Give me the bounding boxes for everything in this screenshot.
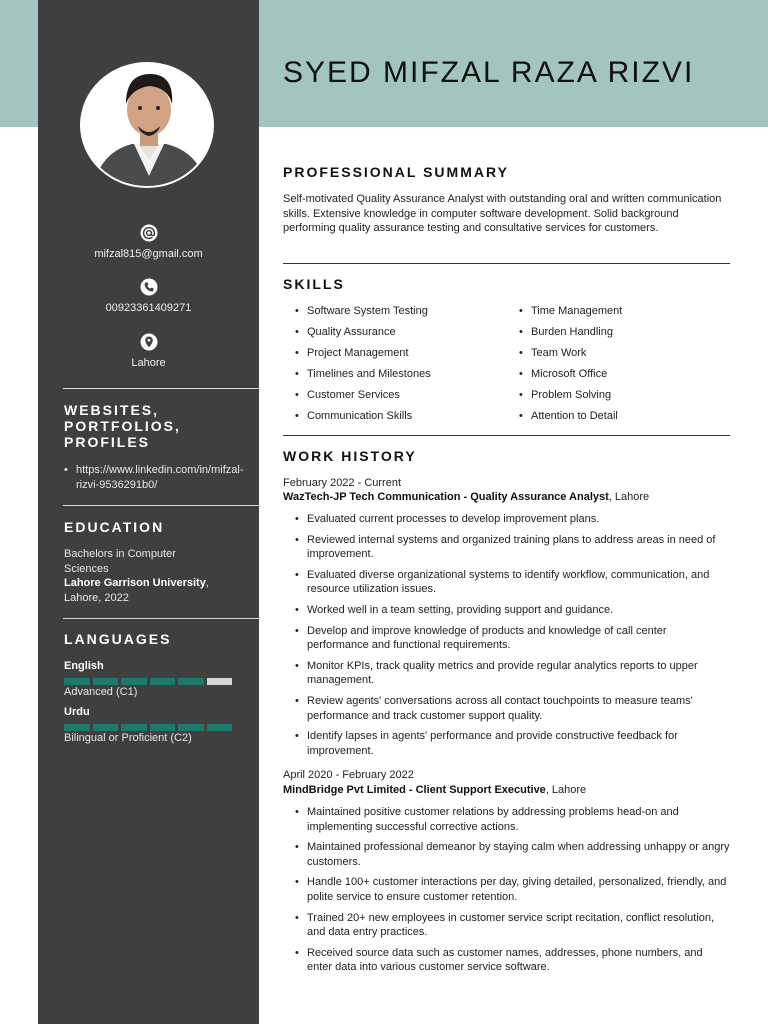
summary-heading: PROFESSIONAL SUMMARY [283, 164, 509, 180]
language-level-bar [64, 724, 232, 731]
job-bullets [283, 512, 730, 764]
skills-list-right [507, 304, 727, 430]
skill-item: • Team Work [507, 346, 727, 367]
education-location-year: , Lahore, 2022 [64, 577, 209, 604]
level-segment [93, 724, 119, 731]
job-bullet: • Handle 100+ customer interactions per day, giving detailed, personalized, friendly, and polite service to ensure customer retention. [283, 875, 730, 904]
at-sign-icon [140, 224, 158, 242]
skill-item: • Timelines and Milestones [283, 367, 503, 388]
languages-heading: LANGUAGES [64, 631, 172, 647]
job-bullet: • Identify lapses in agents' performance and provide constructive feedback for improvement. [283, 729, 730, 758]
language-level-bar [64, 678, 232, 685]
skill-item: • Microsoft Office [507, 367, 727, 388]
skill-item: • Quality Assurance [283, 325, 503, 346]
skill-item: • Problem Solving [507, 388, 727, 409]
job-title-line [283, 491, 649, 503]
websites-heading: WEBSITES, PORTFOLIOS, PROFILES [64, 402, 181, 450]
location-text: Lahore [131, 357, 166, 369]
level-segment [64, 724, 90, 731]
job-bullet: • Evaluated diverse organizational systems to identify workflow, communication, and resource utilization issues. [283, 568, 730, 597]
education-school: Lahore Garrison University [64, 577, 206, 589]
divider [63, 505, 259, 506]
sidebar [38, 0, 259, 1024]
job-bullet: • Reviewed internal systems and organized training plans to address areas in need of improvement. [283, 533, 730, 562]
job-location: , Lahore [608, 491, 650, 503]
level-segment [178, 678, 204, 685]
language-level: Bilingual or Proficient (C2) [64, 732, 192, 744]
skill-item: • Communication Skills [283, 409, 503, 430]
language-name: Urdu [64, 706, 90, 718]
job-bullet: • Develop and improve knowledge of products and knowledge of call center performance and functional requirements. [283, 624, 730, 653]
linkedin-link[interactable]: • https://www.linkedin.com/in/mifzal-rizvi-9536291b0/ [64, 463, 244, 493]
skill-item: • Project Management [283, 346, 503, 367]
skill-item: • Burden Handling [507, 325, 727, 346]
language-name: English [64, 660, 104, 672]
job-dates: April 2020 - February 2022 [283, 769, 414, 781]
skill-item: • Customer Services [283, 388, 503, 409]
education-heading: EDUCATION [64, 519, 165, 535]
profile-photo [80, 62, 214, 188]
level-segment [64, 678, 90, 685]
job-bullet: • Evaluated current processes to develop improvement plans. [283, 512, 730, 527]
work-history-heading: WORK HISTORY [283, 448, 417, 464]
divider [63, 388, 259, 389]
job-bullet: • Monitor KPIs, track quality metrics and provide regular analytics reports to upper management. [283, 659, 730, 688]
level-segment [121, 724, 147, 731]
email-text[interactable]: mifzal815@gmail.com [94, 248, 203, 260]
phone-text[interactable]: 00923361409271 [105, 302, 192, 314]
level-segment [207, 724, 233, 731]
job-bullet: • Review agents' conversations across all contact touchpoints to measure teams' performance and track customer support quality. [283, 694, 730, 723]
job-title: MindBridge Pvt Limited - Client Support Executive [283, 784, 546, 796]
level-segment [178, 724, 204, 731]
skill-item: • Software System Testing [283, 304, 503, 325]
job-bullet: • Worked well in a team setting, providing support and guidance. [283, 603, 730, 618]
candidate-name: SYED MIFZAL RAZA RIZVI [283, 56, 695, 89]
job-title: WazTech-JP Tech Communication - Quality Assurance Analyst [283, 491, 609, 503]
level-segment-empty [207, 678, 233, 685]
language-level: Advanced (C1) [64, 686, 138, 698]
job-location: , Lahore [545, 784, 587, 796]
education-degree: Bachelors in Computer Sciences [64, 548, 176, 575]
contact-location [38, 333, 259, 369]
summary-text: Self-motivated Quality Assurance Analyst with outstanding oral and written communication skills. Extensive knowledge in computer software development. Solid background performing quality assurance testing and consultative services for customers. [283, 193, 722, 235]
level-segment [121, 678, 147, 685]
skill-item: • Attention to Detail [507, 409, 727, 430]
job-bullet: • Maintained professional demeanor by staying calm when addressing unhappy or angry customers. [283, 840, 730, 869]
contact-phone [38, 278, 259, 314]
divider [283, 263, 730, 264]
divider [63, 618, 259, 619]
education-school-line [64, 576, 234, 605]
location-pin-icon [140, 333, 158, 351]
job-bullet: • Trained 20+ new employees in customer service script recitation, conflict resolution, and data entry practices. [283, 911, 730, 940]
level-segment [150, 724, 176, 731]
job-bullets [283, 805, 730, 981]
divider [283, 435, 730, 436]
phone-icon [140, 278, 158, 296]
job-bullet: • Maintained positive customer relations by addressing problems head-on and implementing successful corrective actions. [283, 805, 730, 834]
level-segment [150, 678, 176, 685]
contact-email [38, 224, 259, 260]
skill-item: • Time Management [507, 304, 727, 325]
profile-photo-image [82, 64, 214, 188]
job-bullet: • Received source data such as customer names, addresses, phone numbers, and enter data into various customer service software. [283, 946, 730, 975]
level-segment [93, 678, 119, 685]
skills-list-left [283, 304, 503, 430]
job-dates: February 2022 - Current [283, 477, 401, 489]
job-title-line [283, 784, 586, 796]
skills-heading: SKILLS [283, 276, 345, 292]
